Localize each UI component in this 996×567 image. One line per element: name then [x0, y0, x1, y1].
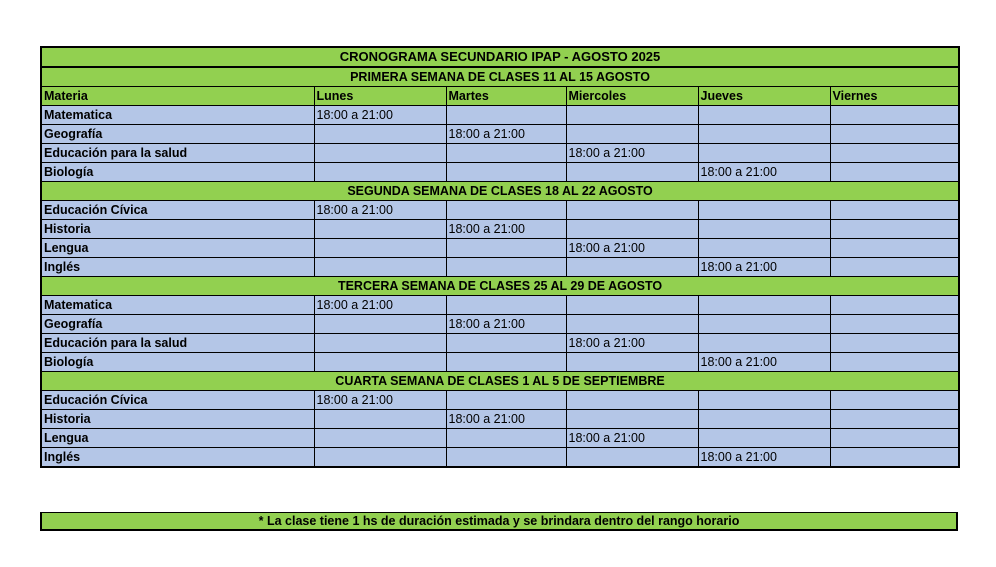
subject-cell: Educación para la salud [41, 334, 314, 353]
time-cell [446, 429, 566, 448]
time-cell [314, 163, 446, 182]
table-row [41, 144, 959, 163]
week-label: SEGUNDA SEMANA DE CLASES 18 AL 22 AGOSTO [41, 182, 959, 201]
time-cell [830, 334, 959, 353]
time-cell [830, 258, 959, 277]
time-cell [446, 239, 566, 258]
week-header-row [41, 372, 959, 391]
time-cell: 18:00 a 21:00 [698, 448, 830, 468]
time-cell [830, 220, 959, 239]
table-row [41, 296, 959, 315]
week-label: CUARTA SEMANA DE CLASES 1 AL 5 DE SEPTIEMBRE [41, 372, 959, 391]
subject-cell: Educación para la salud [41, 144, 314, 163]
time-cell [566, 448, 698, 468]
time-cell: 18:00 a 21:00 [314, 296, 446, 315]
time-cell [446, 201, 566, 220]
time-cell [566, 220, 698, 239]
column-header: Materia [41, 87, 314, 106]
subject-cell: Historia [41, 220, 314, 239]
time-cell [698, 410, 830, 429]
time-cell [566, 410, 698, 429]
table-row [41, 106, 959, 125]
table-row [41, 448, 959, 468]
time-cell [566, 391, 698, 410]
subject-cell: Biología [41, 163, 314, 182]
time-cell [314, 220, 446, 239]
subject-cell: Matematica [41, 296, 314, 315]
column-header-row [41, 87, 959, 106]
time-cell: 18:00 a 21:00 [566, 144, 698, 163]
time-cell [698, 334, 830, 353]
time-cell: 18:00 a 21:00 [314, 201, 446, 220]
time-cell [830, 201, 959, 220]
time-cell [446, 296, 566, 315]
week-label: PRIMERA SEMANA DE CLASES 11 AL 15 AGOSTO [41, 67, 959, 87]
subject-cell: Historia [41, 410, 314, 429]
time-cell [314, 239, 446, 258]
time-cell [698, 220, 830, 239]
time-cell [314, 448, 446, 468]
time-cell [566, 296, 698, 315]
table-row [41, 258, 959, 277]
week-header-row [41, 67, 959, 87]
subject-cell: Biología [41, 353, 314, 372]
time-cell [698, 144, 830, 163]
time-cell [566, 163, 698, 182]
table-row [41, 334, 959, 353]
column-header: Viernes [830, 87, 959, 106]
time-cell [830, 296, 959, 315]
time-cell [446, 353, 566, 372]
time-cell [314, 334, 446, 353]
table-row [41, 163, 959, 182]
time-cell [314, 410, 446, 429]
time-cell: 18:00 a 21:00 [566, 334, 698, 353]
time-cell: 18:00 a 21:00 [446, 410, 566, 429]
table-row [41, 201, 959, 220]
time-cell [446, 448, 566, 468]
week-header-row [41, 182, 959, 201]
subject-cell: Geografía [41, 315, 314, 334]
time-cell [314, 353, 446, 372]
time-cell: 18:00 a 21:00 [698, 258, 830, 277]
time-cell [698, 429, 830, 448]
time-cell [698, 106, 830, 125]
time-cell [566, 315, 698, 334]
time-cell: 18:00 a 21:00 [446, 125, 566, 144]
subject-cell: Inglés [41, 448, 314, 468]
table-row [41, 315, 959, 334]
week-label: TERCERA SEMANA DE CLASES 25 AL 29 DE AGOSTO [41, 277, 959, 296]
time-cell: 18:00 a 21:00 [446, 315, 566, 334]
time-cell [566, 201, 698, 220]
table-row [41, 239, 959, 258]
time-cell [446, 391, 566, 410]
time-cell [830, 315, 959, 334]
time-cell: 18:00 a 21:00 [698, 353, 830, 372]
schedule-table [40, 46, 960, 468]
subject-cell: Educación Cívica [41, 201, 314, 220]
table-row [41, 429, 959, 448]
time-cell [566, 106, 698, 125]
column-header: Lunes [314, 87, 446, 106]
title-row [41, 47, 959, 67]
time-cell: 18:00 a 21:00 [566, 429, 698, 448]
time-cell [698, 239, 830, 258]
column-header: Miercoles [566, 87, 698, 106]
time-cell [314, 125, 446, 144]
time-cell [830, 106, 959, 125]
time-cell [566, 353, 698, 372]
time-cell [830, 410, 959, 429]
table-row [41, 391, 959, 410]
column-header: Jueves [698, 87, 830, 106]
subject-cell: Lengua [41, 429, 314, 448]
time-cell [698, 296, 830, 315]
subject-cell: Matematica [41, 106, 314, 125]
time-cell [566, 258, 698, 277]
time-cell [446, 258, 566, 277]
time-cell: 18:00 a 21:00 [314, 391, 446, 410]
time-cell [830, 144, 959, 163]
subject-cell: Educación Cívica [41, 391, 314, 410]
schedule-title: CRONOGRAMA SECUNDARIO IPAP - AGOSTO 2025 [41, 47, 959, 67]
time-cell [830, 125, 959, 144]
time-cell [446, 163, 566, 182]
time-cell [314, 429, 446, 448]
table-row [41, 125, 959, 144]
time-cell [446, 334, 566, 353]
time-cell [446, 144, 566, 163]
time-cell [446, 106, 566, 125]
time-cell [698, 201, 830, 220]
subject-cell: Inglés [41, 258, 314, 277]
time-cell [314, 315, 446, 334]
time-cell [830, 429, 959, 448]
week-header-row [41, 277, 959, 296]
time-cell: 18:00 a 21:00 [566, 239, 698, 258]
time-cell [830, 353, 959, 372]
subject-cell: Geografía [41, 125, 314, 144]
column-header: Martes [446, 87, 566, 106]
time-cell [698, 125, 830, 144]
time-cell [698, 391, 830, 410]
table-row [41, 410, 959, 429]
time-cell [830, 163, 959, 182]
time-cell [830, 239, 959, 258]
time-cell [314, 144, 446, 163]
time-cell: 18:00 a 21:00 [446, 220, 566, 239]
footnote: * La clase tiene 1 hs de duración estimada y se brindara dentro del rango horario [40, 512, 958, 531]
time-cell [830, 391, 959, 410]
table-row [41, 220, 959, 239]
time-cell [566, 125, 698, 144]
time-cell [698, 315, 830, 334]
time-cell [830, 448, 959, 468]
subject-cell: Lengua [41, 239, 314, 258]
time-cell [314, 258, 446, 277]
time-cell: 18:00 a 21:00 [698, 163, 830, 182]
time-cell: 18:00 a 21:00 [314, 106, 446, 125]
table-row [41, 353, 959, 372]
